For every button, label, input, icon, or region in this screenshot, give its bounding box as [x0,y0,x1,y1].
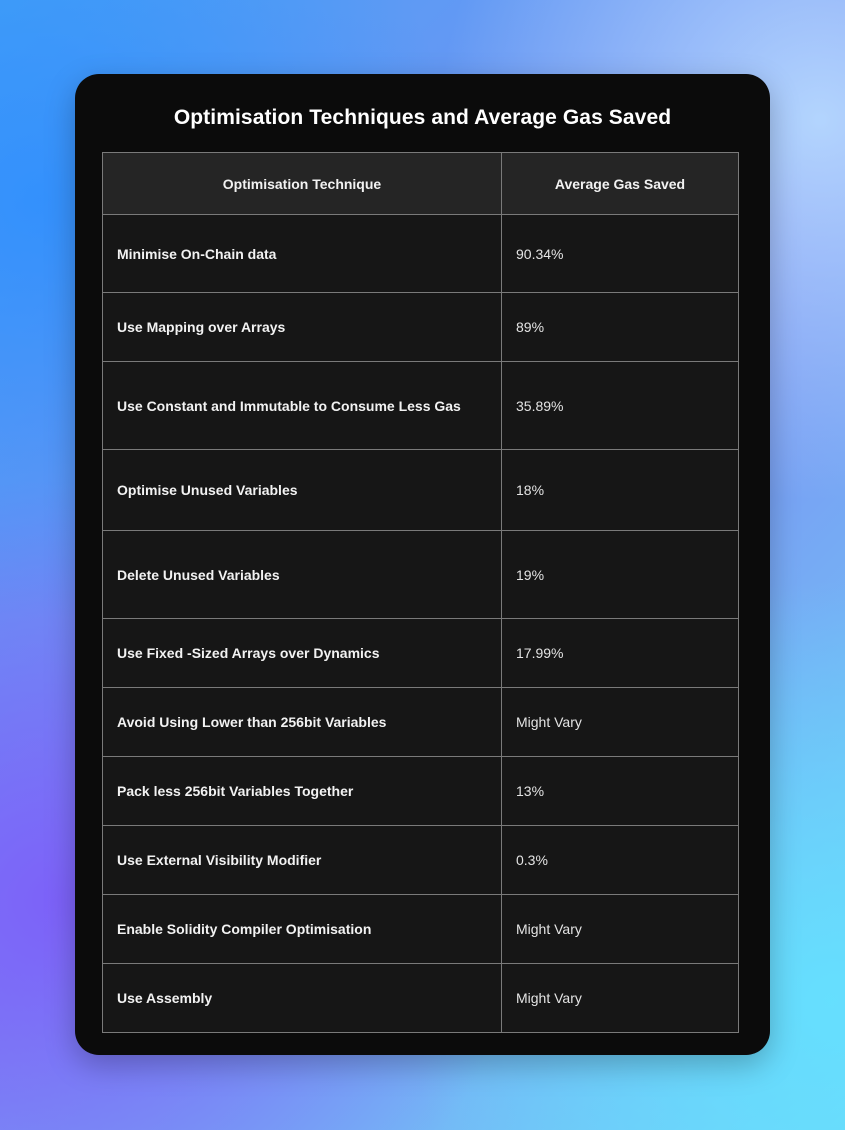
table-row [103,895,739,964]
gas-saved-cell: 13% [502,757,739,826]
gas-saved-cell: 19% [502,531,739,619]
gas-saved-cell: Might Vary [502,895,739,964]
technique-cell: Pack less 256bit Variables Together [103,757,502,826]
column-header-technique: Optimisation Technique [103,153,502,215]
page-title: Optimisation Techniques and Average Gas Saved [173,106,672,129]
gas-saved-cell: Might Vary [502,964,739,1033]
technique-cell: Use External Visibility Modifier [103,826,502,895]
gas-saved-cell: Might Vary [502,688,739,757]
table-row [103,293,739,362]
table-row [103,757,739,826]
table-row [103,450,739,531]
gas-saved-cell: 90.34% [502,215,739,293]
table-row [103,688,739,757]
technique-cell: Use Mapping over Arrays [103,293,502,362]
gas-saved-cell: 0.3% [502,826,739,895]
gas-saved-cell: 89% [502,293,739,362]
technique-cell: Avoid Using Lower than 256bit Variables [103,688,502,757]
column-header-saved: Average Gas Saved [502,153,739,215]
technique-cell: Optimise Unused Variables [103,450,502,531]
technique-cell: Use Constant and Immutable to Consume Less Gas [103,362,502,450]
table-header-row [103,153,739,215]
table-row [103,215,739,293]
gas-saved-cell: 17.99% [502,619,739,688]
table-row [103,619,739,688]
gas-saved-cell: 35.89% [502,362,739,450]
table-row [103,964,739,1033]
gas-saved-cell: 18% [502,450,739,531]
technique-cell: Delete Unused Variables [103,531,502,619]
table-row [103,826,739,895]
table-row [103,362,739,450]
technique-cell: Use Assembly [103,964,502,1033]
gas-savings-table [102,152,739,1033]
technique-cell: Minimise On-Chain data [103,215,502,293]
technique-cell: Use Fixed -Sized Arrays over Dynamics [103,619,502,688]
table-row [103,531,739,619]
technique-cell: Enable Solidity Compiler Optimisation [103,895,502,964]
